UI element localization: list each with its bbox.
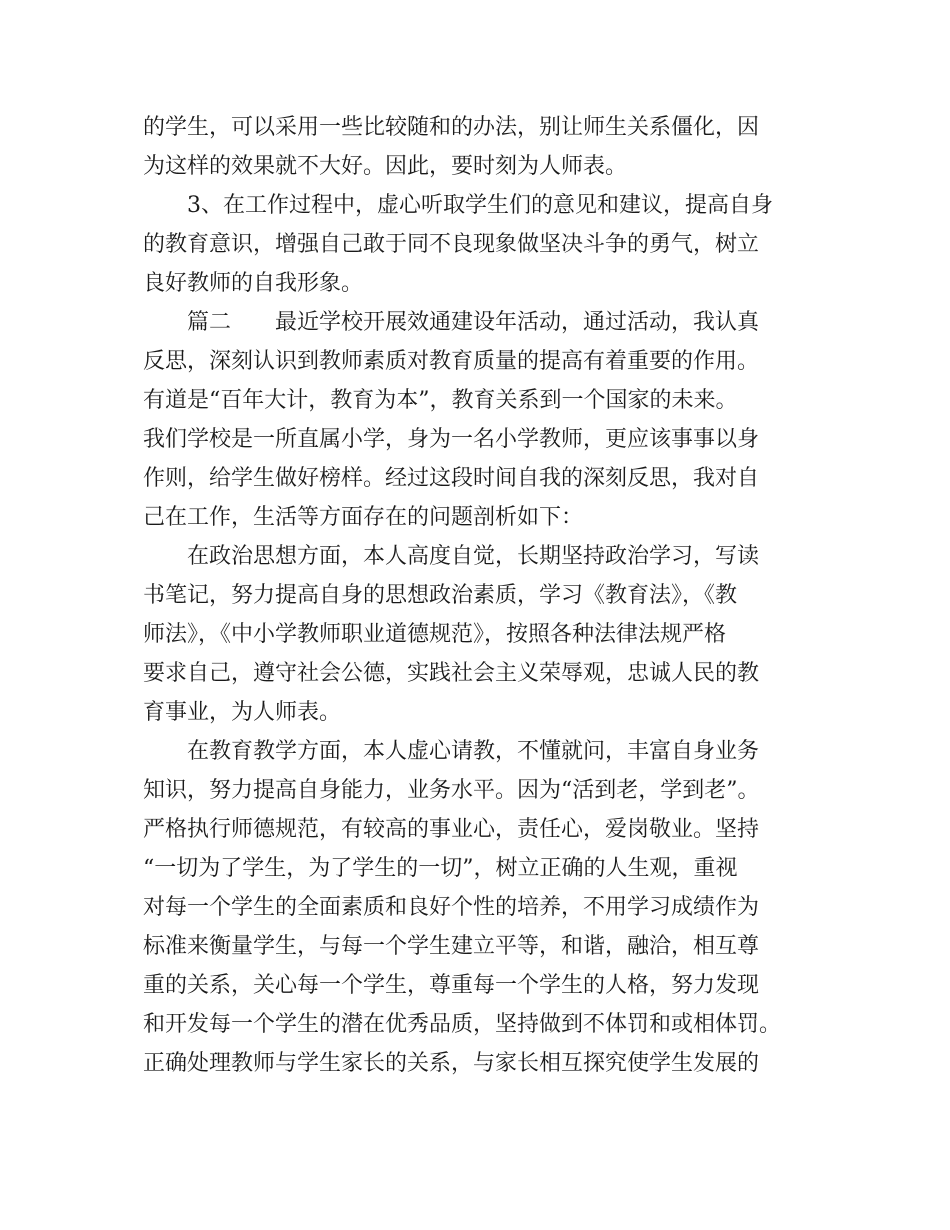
paragraph <box>143 303 808 537</box>
text-line: 的学生，可以采用一些比较随和的办法，别让师生关系僵化，因 <box>143 115 760 140</box>
text-line: 师法》，《中小学教师职业道德规范》，按照各种法律法规严格 <box>143 622 727 647</box>
text-line: 在教育教学方面，本人虚心请教，不懂就问，丰富自身业务 <box>143 739 760 764</box>
text-line: 篇二 最近学校开展效通建设年活动，通过活动，我认真 <box>143 310 760 335</box>
text-line: 在政治思想方面，本人高度自觉，长期坚持政治学习，写读 <box>143 544 760 569</box>
paragraph <box>143 732 808 1083</box>
text-line: 的教育意识，增强自己敢于同不良现象做坚决斗争的勇气，树立 <box>143 232 760 257</box>
text-line: “一切为了学生，为了学生的一切”，树立正确的人生观，重视 <box>143 856 738 881</box>
text-line: 作则，给学生做好榜样。经过这段时间自我的深刻反思，我对自 <box>143 466 760 491</box>
paragraph <box>143 186 808 303</box>
text-line: 正确处理教师与学生家长的关系，与家长相互探究使学生发展的 <box>143 1051 760 1076</box>
text-line: 重的关系，关心每一个学生，尊重每一个学生的人格，努力发现 <box>143 973 760 998</box>
paragraph <box>143 537 808 732</box>
text-line: 为这样的效果就不大好。因此，要时刻为人师表。 <box>143 154 628 179</box>
text-line: 有道是“百年大计，教育为本”，教育关系到一个国家的未来。 <box>143 388 738 413</box>
text-line: 3、在工作过程中，虚心听取学生们的意见和建议，提高自身 <box>143 193 773 218</box>
text-line: 良好教师的自我形象。 <box>143 271 364 296</box>
text-line: 育事业，为人师表。 <box>143 700 342 725</box>
text-line: 知识，努力提高自身能力，业务水平。因为“活到老，学到老”。 <box>143 778 760 803</box>
text-line: 要求自己，遵守社会公德，实践社会主义荣辱观，忠诚人民的教 <box>143 661 760 686</box>
text-line: 和开发每一个学生的潜在优秀品质，坚持做到不体罚和或相体罚。 <box>143 1012 782 1037</box>
paragraph <box>143 108 808 186</box>
text-line: 书笔记，努力提高自身的思想政治素质，学习《教育法》，《教 <box>143 583 738 608</box>
text-line: 严格执行师德规范，有较高的事业心，责任心，爱岗敬业。坚持 <box>143 817 760 842</box>
text-line: 对每一个学生的全面素质和良好个性的培养，不用学习成绩作为 <box>143 895 760 920</box>
text-line: 标准来衡量学生，与每一个学生建立平等，和谐，融洽，相互尊 <box>143 934 760 959</box>
document-body <box>143 108 808 1083</box>
text-line: 反思，深刻认识到教师素质对教育质量的提高有着重要的作用。 <box>143 349 760 374</box>
text-line: 己在工作，生活等方面存在的问题剖析如下： <box>143 505 584 530</box>
text-line: 我们学校是一所直属小学，身为一名小学教师，更应该事事以身 <box>143 427 760 452</box>
